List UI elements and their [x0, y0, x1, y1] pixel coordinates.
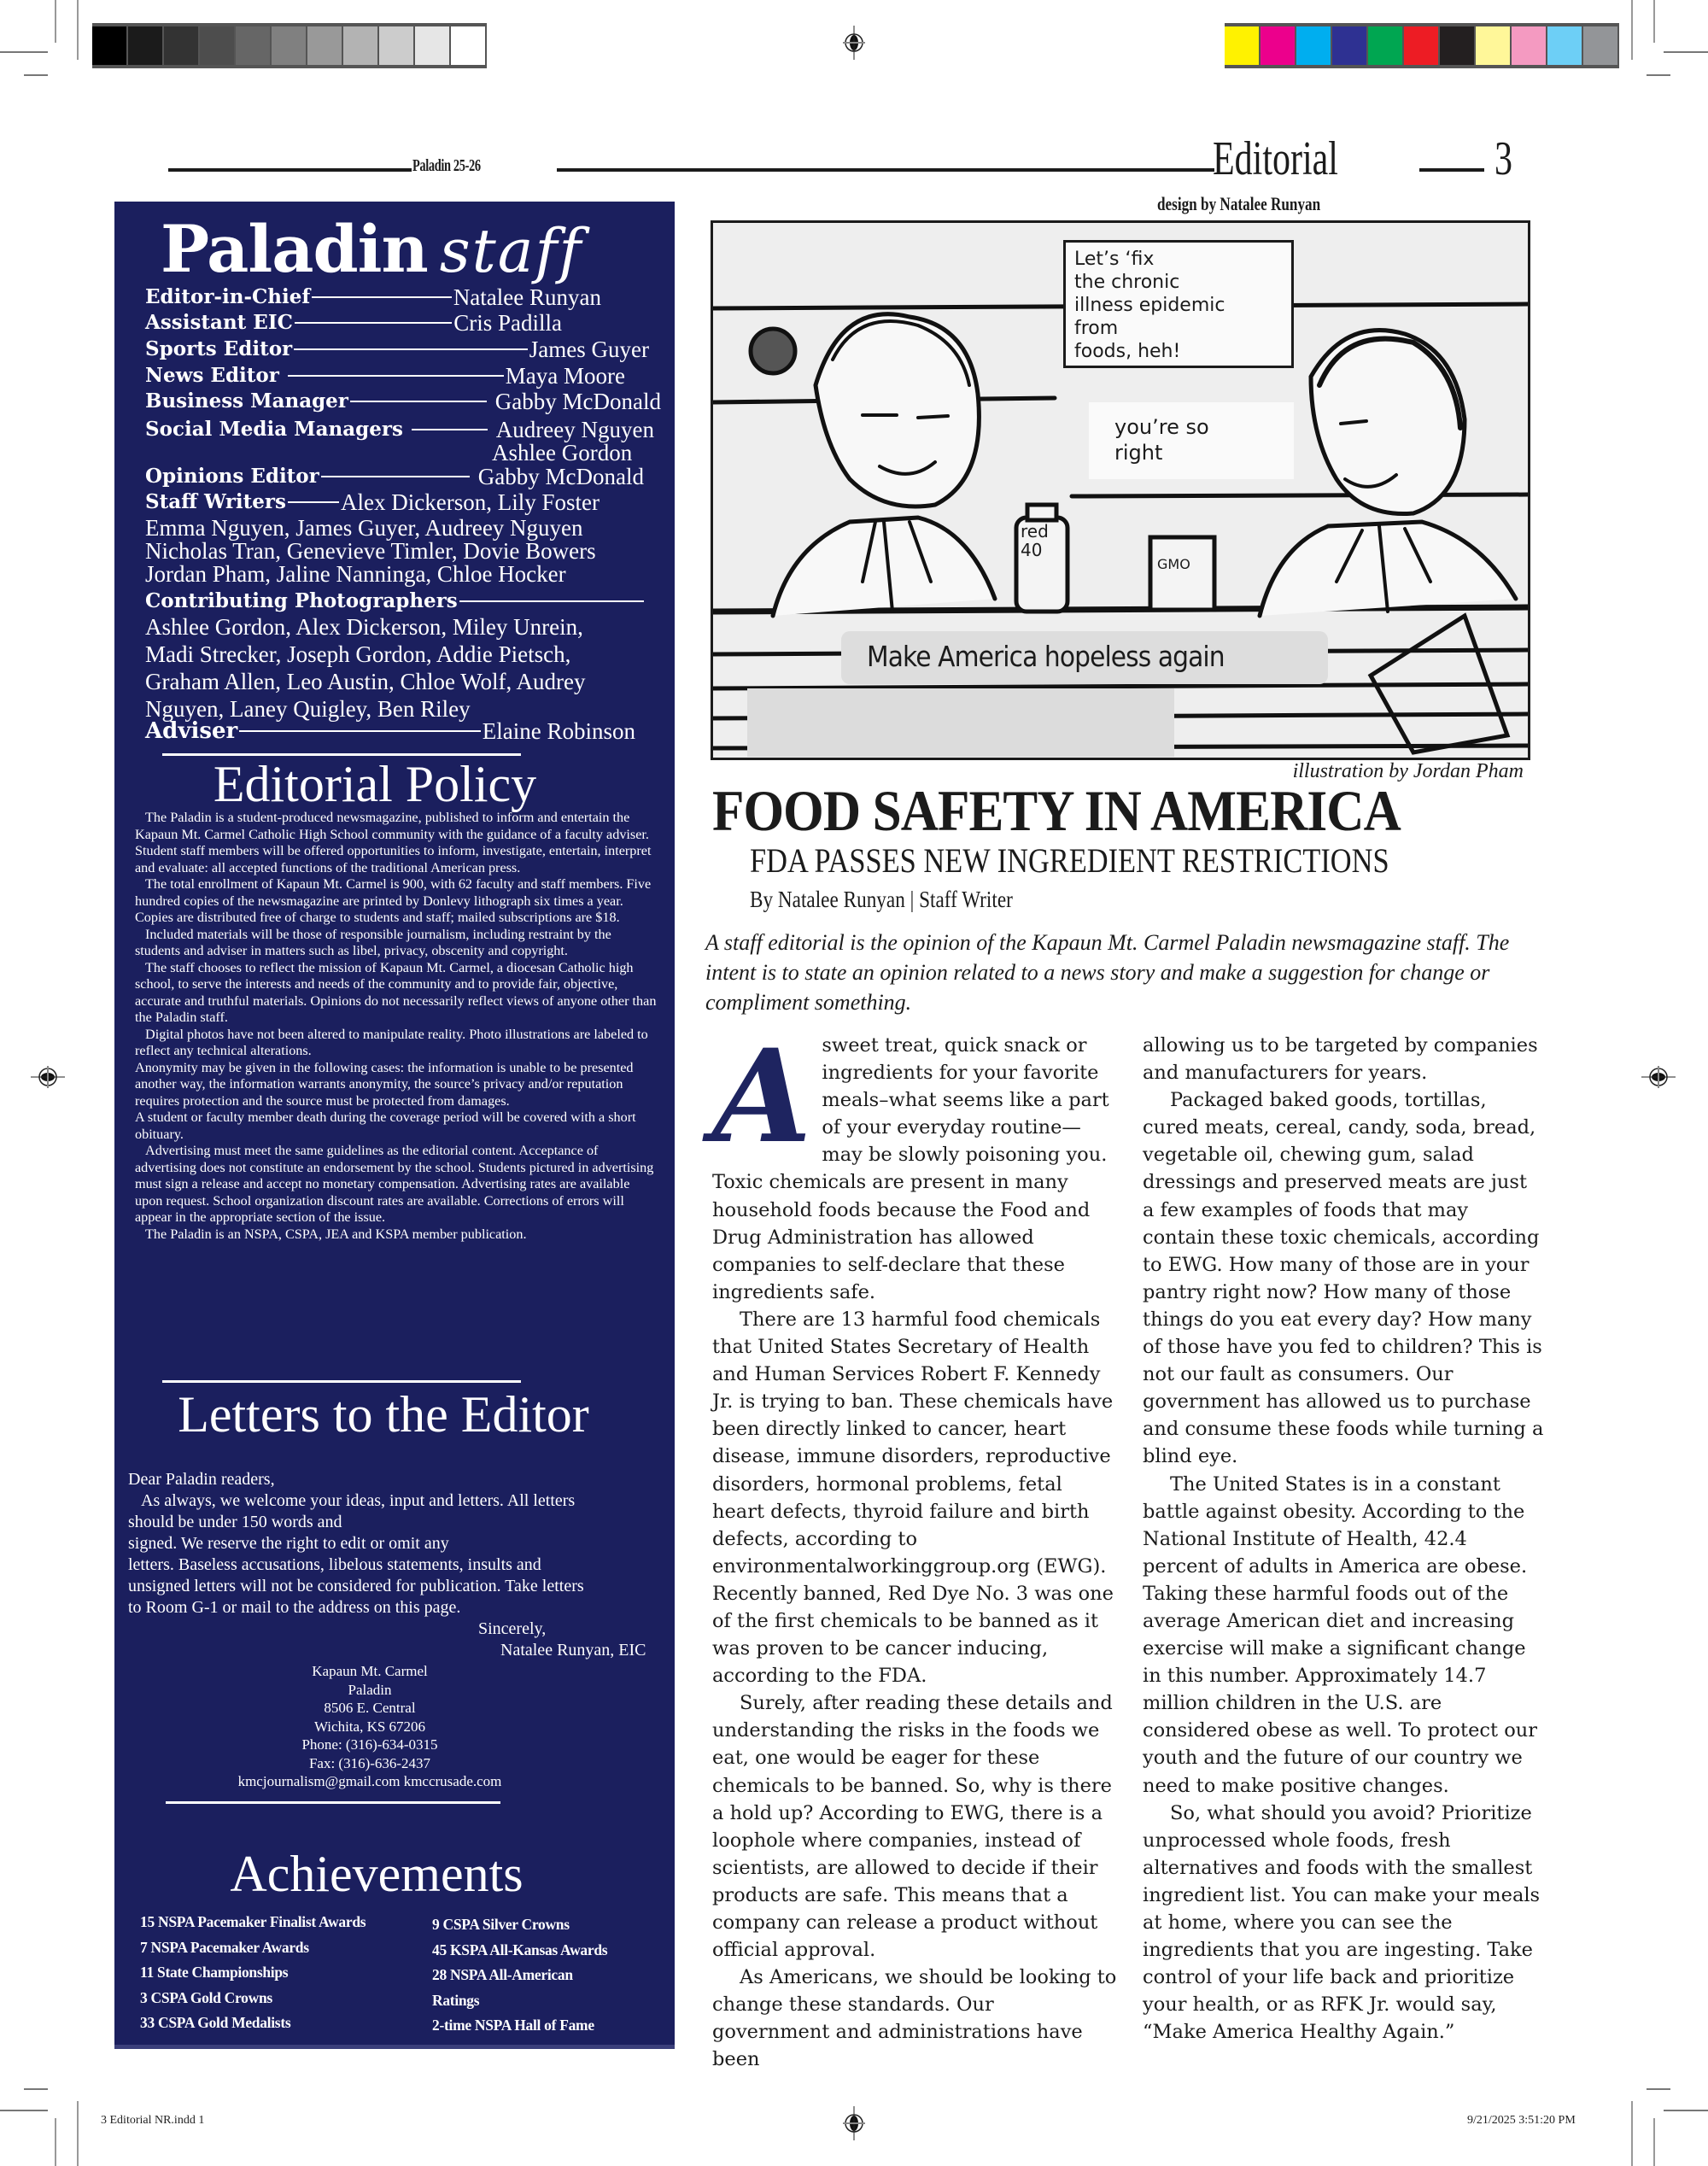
staff-row	[145, 589, 661, 613]
letters-salutation: Dear Paladin readers,	[128, 1470, 275, 1489]
grayscale-swatch	[92, 26, 128, 65]
policy-paragraph: The Paladin is an NSPA, CSPA, JEA and KSPA member publication.	[145, 1226, 527, 1242]
staff-writers-list: Emma Nguyen, James Guyer, Audreey Nguyen	[145, 515, 583, 541]
address-line: Fax: (316)-636-2437	[308, 1754, 431, 1771]
achievement-item: 33 CSPA Gold Medalists	[140, 2014, 291, 2031]
crop-mark	[1647, 2088, 1670, 2090]
staff-row	[145, 285, 661, 309]
speech-bubble-right	[1089, 402, 1294, 479]
photographers-list: Nguyen, Laney Quigley, Ben Riley	[145, 696, 471, 722]
header-rule-right	[1419, 168, 1484, 172]
color-swatch	[1332, 26, 1368, 65]
letters-line: to Room G-1 or mail to the address on this page.	[128, 1598, 461, 1617]
grayscale-swatch	[128, 26, 164, 65]
bubble-text: foods, heh!	[1074, 341, 1181, 362]
page-number: 3	[1494, 132, 1512, 185]
color-calibration-bar	[1225, 23, 1619, 68]
staff-sidebar	[114, 202, 675, 2049]
achievement-item: 9 CSPA Silver Crowns	[432, 1916, 570, 1933]
jar-label	[1021, 522, 1049, 559]
color-swatch	[1512, 26, 1547, 65]
address-line: Wichita, KS 67206	[313, 1718, 426, 1735]
grayscale-swatch	[272, 26, 307, 65]
illustration-credit: illustration by Jordan Pham	[1292, 760, 1524, 782]
article-paragraph: So, what should you avoid? Prioritize unprocessed whole foods, fresh alternatives and foods with the smallest ingredient list. You can make your meals at home, where you can see the ingredients that you are ingesting. Take control of your life back and prioritize your health, or as RFK Jr. would say, “Make America Healthy Again.”	[1143, 1801, 1541, 2044]
policy-paragraph: Anonymity may be given in the following cases: the information is unable to be presented another way, the information warrants anonymity, the source’s privacy and/or reputation requires protection and the source must be protected from damages.	[135, 1059, 634, 1109]
bubble-text: the chronic	[1074, 272, 1180, 293]
staff-title-italic: staff	[439, 216, 583, 286]
color-swatch	[1225, 26, 1261, 65]
crop-mark	[1664, 51, 1708, 53]
color-swatch	[1368, 26, 1404, 65]
shadow-patch	[747, 688, 1174, 757]
address-line: Paladin	[348, 1681, 392, 1698]
crop-mark	[1647, 74, 1670, 76]
achievements-right-list	[432, 1912, 607, 2039]
staff-row	[145, 719, 661, 743]
leader-line	[239, 730, 481, 732]
achievement-item: 3 CSPA Gold Crowns	[140, 1988, 272, 2006]
leader-line	[312, 296, 452, 298]
drop-cap: A	[712, 1022, 812, 1172]
staff-role: Assistant EIC	[145, 311, 293, 334]
photographers-list: Madi Strecker, Joseph Gordon, Addie Pietsch,	[145, 641, 571, 667]
policy-paragraph: The staff chooses to reflect the mission of Kapaun Mt. Carmel, a diocesan Catholic high school, to serve the interests and needs of the community and to provide fair, objective, accurate and truthful materials. Opinions do not necessarily reflect views of anyone other than the Paladin staff.	[135, 959, 657, 1025]
leader-line	[288, 375, 504, 377]
staff-row	[145, 465, 661, 489]
section-divider	[162, 1380, 521, 1383]
article-paragraph: The United States is in a constant battle against obesity. According to the National Institute of Health, 42.4 percent of adults in America are obese. Taking these harmful foods out of the average American diet and increasing exercise will make a significant change in this number. Approximately 14.7 million children in the U.S. are considered obese as well. To protect our youth and the future of our country we need to make positive changes.	[1143, 1472, 1537, 1797]
crop-mark	[24, 74, 48, 76]
grayscale-swatch	[236, 26, 272, 65]
color-swatch	[1261, 26, 1296, 65]
subheadline: FDA PASSES NEW INGREDIENT RESTRICTIONS	[750, 841, 1389, 880]
staff-writers-list: Nicholas Tran, Genevieve Timler, Dovie Bowers	[145, 538, 596, 564]
article-paragraph: As Americans, we should be looking to change these standards. Our government and administrations have been	[712, 1966, 1117, 2071]
banner-text: Make America hopeless again	[867, 640, 1225, 673]
leader-line	[459, 600, 644, 602]
achievement-item: 11 State Championships	[140, 1964, 289, 1981]
grayscale-swatch	[415, 26, 451, 65]
staff-name: Ashlee Gordon	[492, 440, 633, 465]
address-line: Kapaun Mt. Carmel	[312, 1663, 428, 1679]
article-paragraph: Surely, after reading these details and understanding the risks in the foods we eat, one would be eager for these chemicals to be banned. So, why is there a hold up? According to EWG, there is a loophole where companies, instead of scientists, are allowed to decide if their products are safe. This means that a company can release a product without official approval.	[712, 1692, 1113, 1962]
section-title: Editorial	[1213, 132, 1338, 185]
letters-heading: Letters to the Editor	[178, 1386, 589, 1443]
crop-mark	[1631, 2101, 1633, 2166]
header-rule-middle	[557, 168, 1214, 172]
letters-signature: Natalee Runyan, EIC	[500, 1641, 646, 1660]
staff-role: Editor-in-Chief	[145, 285, 311, 308]
staff-title-main: Paladin	[161, 211, 428, 287]
file-slug: 3 Editorial NR.indd 1	[101, 2114, 205, 2127]
article-column-1	[712, 1022, 1117, 2074]
color-swatch	[1296, 26, 1332, 65]
headline: FOOD SAFETY IN AMERICA	[712, 778, 1401, 843]
grayscale-swatch	[451, 26, 487, 65]
grayscale-calibration-bar	[92, 23, 487, 68]
crop-mark	[55, 2118, 56, 2166]
color-swatch	[1583, 26, 1619, 65]
color-swatch	[1547, 26, 1583, 65]
crop-mark	[77, 2101, 79, 2166]
article-paragraph: allowing us to be targeted by companies and manufacturers for years.	[1143, 1034, 1538, 1085]
box-label: GMO	[1157, 556, 1190, 572]
policy-paragraph: A student or faculty member death during the coverage period will be covered with a short obituary.	[135, 1109, 636, 1142]
crop-mark	[1653, 2118, 1655, 2166]
staff-writers-list: Jordan Pham, Jaline Nanninga, Chloe Hocker	[145, 561, 566, 587]
staff-name: Elaine Robinson	[482, 718, 635, 744]
staff-row	[145, 490, 661, 514]
crop-mark	[24, 2088, 48, 2090]
editorial-disclaimer: A staff editorial is the opinion of the Kapaun Mt. Carmel Paladin newsmagazine staff. The intent is to state an opinion related to a news story and make a suggestion for change or compliment something.	[705, 930, 1510, 1015]
jar-label-text: red	[1021, 521, 1049, 542]
staff-role: Adviser	[145, 718, 238, 744]
crop-mark	[1653, 0, 1655, 43]
achievement-item: Ratings	[432, 1991, 480, 2009]
achievement-item: 45 KSPA All-Kansas Awards	[432, 1941, 608, 1958]
leader-line	[294, 348, 528, 350]
header-rule-left	[168, 168, 412, 172]
crop-mark	[0, 51, 48, 53]
crop-mark	[1664, 2110, 1708, 2111]
grayscale-swatch	[307, 26, 343, 65]
policy-paragraph: Digital photos have not been altered to manipulate reality. Photo illustrations are labeled to reflect any technical alterations.	[135, 1026, 648, 1058]
staff-name: Alex Dickerson, Lily Foster	[341, 489, 600, 515]
policy-paragraph: The total enrollment of Kapaun Mt. Carmel is 900, with 62 faculty and staff members. Five hundred copies of the newsmagazine are printed by Donlevy lithograph six times a year. Copies are distributed free of charge to students and staff; mailed subscriptions are $18.	[135, 876, 652, 925]
policy-paragraph: Included materials will be those of responsible journalism, including restraint by the students and adviser in matters such as libel, privacy, obscenity and copyright.	[135, 926, 611, 958]
photographers-list: Graham Allen, Leo Austin, Chloe Wolf, Audrey	[145, 669, 586, 694]
staff-name: Natalee Runyan	[453, 284, 601, 310]
grayscale-swatch	[379, 26, 415, 65]
staff-row	[145, 337, 661, 361]
article-column-2	[1143, 1032, 1544, 2046]
crop-mark	[0, 2110, 48, 2111]
byline: By Natalee Runyan | Staff Writer	[750, 887, 1013, 912]
editorial-policy-heading: Editorial Policy	[213, 756, 537, 812]
staff-role: Social Media Managers	[145, 418, 403, 441]
achievements-heading: Achievements	[230, 1846, 524, 1902]
registration-mark-icon	[31, 1066, 65, 1088]
staff-name: Gabby McDonald	[494, 389, 661, 414]
timestamp-slug: 9/21/2025 3:51:20 PM	[1467, 2114, 1576, 2127]
staff-row	[145, 311, 661, 335]
photographers-list: Ashlee Gordon, Alex Dickerson, Miley Unrein,	[145, 614, 583, 640]
grayscale-swatch	[164, 26, 200, 65]
article-paragraph: sweet treat, quick snack or ingredients for your favorite meals–what seems like a part of your everyday routine—may be slowly poisoning you. Toxic chemicals are present in many household foods because the Food and Drug Administration has allowed companies to self-declare that these ingredients safe.	[712, 1034, 1109, 1303]
staff-name: James Guyer	[529, 337, 649, 362]
achievements-left-list	[140, 1910, 366, 2036]
policy-paragraph: The Paladin is a student-produced newsmagazine, published to inform and entertain the Kapaun Mt. Carmel Catholic High School community with the guidance of a faculty adviser. Student staff members will be offered opportunities to inform, investigate, entertain, interpret and evaluate: all accepted functions of the traditional American press.	[135, 810, 652, 875]
color-swatch	[1440, 26, 1476, 65]
bubble-text: you’re so	[1114, 415, 1209, 439]
bubble-text: Let’s ‘fix	[1074, 249, 1155, 270]
staff-name: Audreey Nguyen	[495, 417, 654, 442]
staff-role: Business Manager	[145, 389, 348, 413]
letters-line: signed. We reserve the right to edit or omit any	[128, 1534, 449, 1553]
registration-mark-icon	[843, 2106, 865, 2140]
letters-text	[128, 1469, 659, 1661]
leader-line	[288, 501, 339, 503]
staff-row	[145, 364, 661, 388]
mailing-address	[65, 1662, 675, 1791]
staff-name: Cris Padilla	[453, 310, 562, 336]
policy-paragraph: Advertising must meet the same guidelines as the editorial content. Acceptance of advertising does not constitute an endorsement by the school. Students pictured in advertising must sign a release and accept no monetary compensation. Advertising rates are available upon request. School organization discount rates are available. Corrections of errors will appear in the appropriate section of the issue.	[135, 1143, 654, 1225]
letters-closing: Sincerely,	[478, 1619, 547, 1638]
crop-mark	[77, 0, 79, 60]
bubble-text: illness epidemic	[1074, 295, 1225, 316]
staff-box-title	[161, 211, 583, 287]
grayscale-swatch	[343, 26, 379, 65]
publication-folio: Paladin 25-26	[412, 156, 481, 175]
letters-line: As always, we welcome your ideas, input and letters. All letters	[128, 1491, 576, 1510]
staff-row	[145, 418, 661, 442]
leader-line	[295, 322, 452, 324]
section-divider	[166, 1801, 500, 1804]
article-paragraph: Packaged baked goods, tortillas, cured meats, cereal, candy, soda, bread, vegetable oil, chewing gum, salad dressings and preserved meats are just a few examples of foods that may contain these toxic chemicals, according to EWG. How many of those are in your pantry right now? How many of those things do you eat every day? How many of those have you fed to children? This is not our fault as consumers. Our government has allowed us to purchase and consume these foods while turning a blind eye.	[1143, 1089, 1544, 1468]
letters-line: should be under 150 words and	[128, 1513, 342, 1531]
leader-line	[350, 401, 487, 402]
staff-role: News Editor	[145, 364, 279, 387]
letters-line: letters. Baseless accusations, libelous statements, insults and	[128, 1555, 541, 1574]
achievement-item: 2-time NSPA Hall of Fame	[432, 2017, 594, 2034]
color-swatch	[1404, 26, 1440, 65]
crop-mark	[55, 0, 56, 43]
grayscale-swatch	[200, 26, 236, 65]
staff-name: Maya Moore	[505, 363, 625, 389]
editorial-cartoon	[711, 220, 1530, 760]
crop-mark	[1631, 0, 1633, 60]
staff-role: Opinions Editor	[145, 465, 319, 488]
registration-mark-icon	[1641, 1066, 1676, 1088]
article-paragraph: There are 13 harmful food chemicals that United States Secretary of Health and Human Services Robert F. Kennedy Jr. is trying to ban. These chemicals have been directly linked to cancer, heart disease, immune disorders, reproductive disorders, hormonal problems, fetal heart defects, thyroid failure and birth defects, according to environmentalworkinggroup.org (EWG). Recently banned, Red Dye No. 3 was one of the first chemicals to be banned as it was proven to be cancer inducing, according to the FDA.	[712, 1308, 1114, 1688]
staff-row	[145, 389, 661, 413]
staff-role: Staff Writers	[145, 490, 286, 513]
staff-name: Gabby McDonald	[477, 464, 644, 489]
editorial-policy-text	[135, 810, 659, 1243]
bubble-text: from	[1074, 318, 1119, 339]
achievement-item: 28 NSPA All-American	[432, 1966, 573, 1983]
color-swatch	[1476, 26, 1512, 65]
jar-label-text: 40	[1021, 540, 1043, 560]
contact-line: kmcjournalism@gmail.com kmccrusade.com	[237, 1773, 502, 1789]
leader-line	[321, 476, 470, 477]
letters-line: unsigned letters will not be considered for publication. Take letters	[128, 1577, 584, 1595]
achievement-item: 15 NSPA Pacemaker Finalist Awards	[140, 1913, 366, 1930]
achievement-item: 7 NSPA Pacemaker Awards	[140, 1938, 309, 1956]
leader-line	[412, 429, 488, 430]
photographers-label: Contributing Photographers	[145, 589, 458, 612]
speech-bubble-left	[1063, 240, 1294, 368]
address-line: Phone: (316)-634-0315	[301, 1736, 438, 1753]
staff-role: Sports Editor	[145, 337, 293, 360]
bubble-text: right	[1114, 441, 1163, 465]
design-credit: design by Natalee Runyan	[1157, 193, 1321, 214]
registration-mark-icon	[843, 26, 865, 60]
address-line: 8506 E. Central	[324, 1700, 416, 1716]
